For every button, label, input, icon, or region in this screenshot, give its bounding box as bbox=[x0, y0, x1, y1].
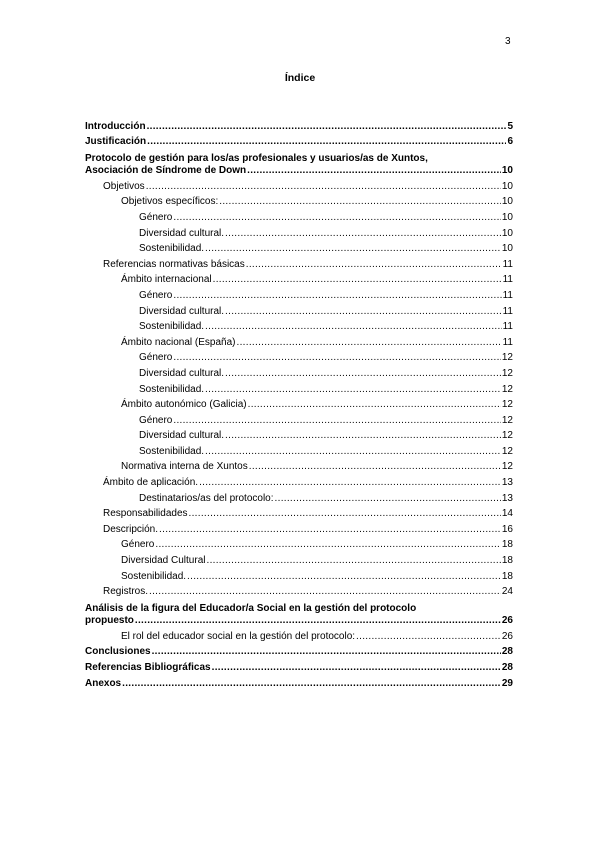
toc-entry-justificacion[interactable]: Justificación ..... 6 bbox=[85, 133, 513, 149]
toc-entry-diversidad-cultural[interactable]: Diversidad cultural. ..... 12 bbox=[85, 427, 513, 443]
toc-entry-ambito-autonomico[interactable]: Ámbito autonómico (Galicia) ..... 12 bbox=[85, 396, 513, 412]
toc-entry-diversidad-cultural[interactable]: Diversidad cultural. ..... 11 bbox=[85, 302, 513, 318]
toc-entry-ambito-aplicacion[interactable]: Ámbito de aplicación. ..... 13 bbox=[85, 473, 513, 489]
toc-entry-diversidad-cultural[interactable]: Diversidad cultural. ..... 12 bbox=[85, 364, 513, 380]
toc-entry-sostenibilidad[interactable]: Sostenibilidad. ..... 18 bbox=[85, 567, 513, 583]
toc-entry-referencias-normativas[interactable]: Referencias normativas básicas ..... 11 bbox=[85, 255, 513, 271]
toc-entry-responsabilidades[interactable]: Responsabilidades ..... 14 bbox=[85, 505, 513, 521]
toc-entry-genero[interactable]: Género ..... 11 bbox=[85, 286, 513, 302]
toc-entry-genero[interactable]: Género ..... 10 bbox=[85, 208, 513, 224]
toc-entry-genero[interactable]: Género ..... 12 bbox=[85, 349, 513, 365]
toc-entry-objetivos-especificos[interactable]: Objetivos específicos: ..... 10 bbox=[85, 193, 513, 209]
toc-entry-normativa-interna[interactable]: Normativa interna de Xuntos ..... 12 bbox=[85, 458, 513, 474]
toc-entry-analisis[interactable]: Análisis de la figura del Educador/a Social en la gestión del protocolo propuesto ..... 26 bbox=[85, 598, 513, 627]
toc-entry-destinatarios[interactable]: Destinatarios/as del protocolo: ..... 13 bbox=[85, 489, 513, 505]
toc-entry-sostenibilidad[interactable]: Sostenibilidad. ..... 10 bbox=[85, 240, 513, 256]
toc-entry-sostenibilidad[interactable]: Sostenibilidad. ..... 12 bbox=[85, 442, 513, 458]
toc-entry-descripcion[interactable]: Descripción. ..... 16 bbox=[85, 520, 513, 536]
toc-entry-referencias-bibliograficas[interactable]: Referencias Bibliográficas ..... 28 bbox=[85, 658, 513, 674]
toc-entry-sostenibilidad[interactable]: Sostenibilidad. ..... 12 bbox=[85, 380, 513, 396]
toc-entry-ambito-nacional[interactable]: Ámbito nacional (España) ..... 11 bbox=[85, 333, 513, 349]
toc-entry-protocolo[interactable]: Protocolo de gestión para los/as profesionales y usuarios/as de Xuntos, Asociación de Síndrome de Down ..... 10 bbox=[85, 148, 513, 177]
page-number: 3 bbox=[505, 36, 511, 47]
toc-entry-objetivos[interactable]: Objetivos ..... 10 bbox=[85, 177, 513, 193]
toc-entry-diversidad-cultural[interactable]: Diversidad Cultural ..... 18 bbox=[85, 551, 513, 567]
toc-entry-introduccion[interactable]: Introducción ..... 5 bbox=[85, 117, 513, 133]
toc-entry-registros[interactable]: Registros. ..... 24 bbox=[85, 583, 513, 599]
toc-entry-rol-educador[interactable]: El rol del educador social en la gestión del protocolo: ..... 26 bbox=[85, 627, 513, 643]
toc-entry-genero[interactable]: Género ..... 12 bbox=[85, 411, 513, 427]
toc-entry-conclusiones[interactable]: Conclusiones ..... 28 bbox=[85, 643, 513, 659]
toc-entry-diversidad-cultural[interactable]: Diversidad cultural. ..... 10 bbox=[85, 224, 513, 240]
toc-entry-ambito-internacional[interactable]: Ámbito internacional ..... 11 bbox=[85, 271, 513, 287]
toc-entry-anexos[interactable]: Anexos ..... 29 bbox=[85, 674, 513, 690]
page-title: Índice bbox=[284, 72, 316, 84]
toc-entry-sostenibilidad[interactable]: Sostenibilidad. ..... 11 bbox=[85, 318, 513, 334]
toc-entry-genero[interactable]: Género ..... 18 bbox=[85, 536, 513, 552]
table-of-contents bbox=[85, 117, 513, 690]
